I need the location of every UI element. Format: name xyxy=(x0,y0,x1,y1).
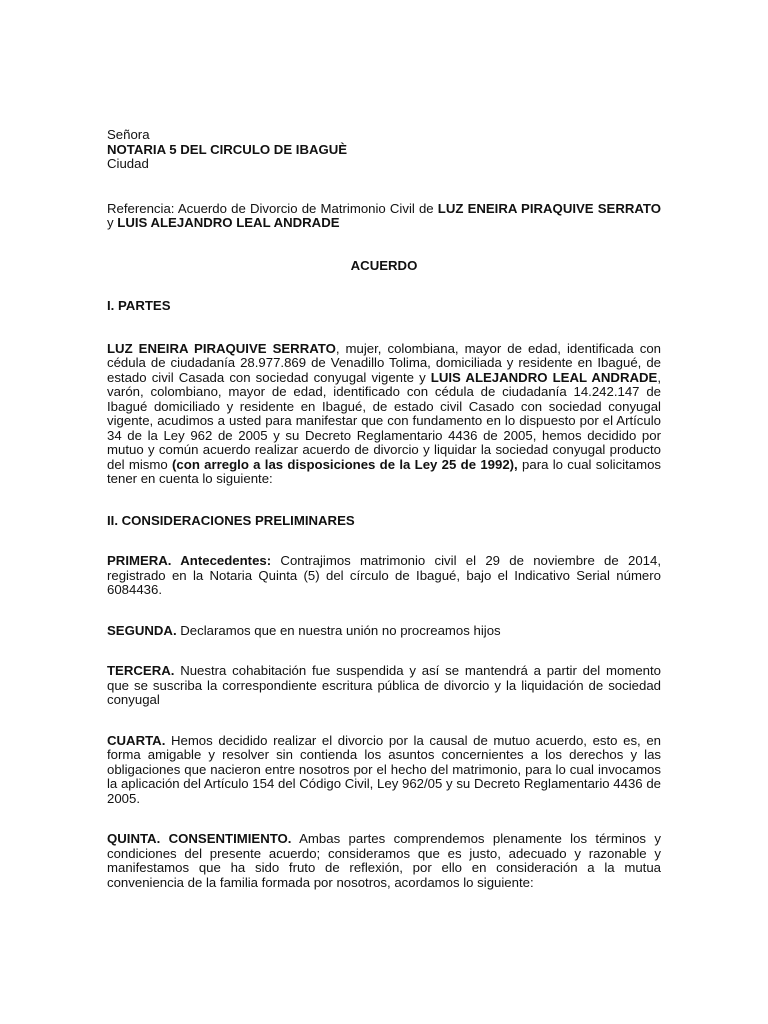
reference-joiner: y xyxy=(107,215,118,230)
document-title: ACUERDO xyxy=(350,257,418,273)
clause-text: Ambas partes comprendemos plenamente los términos y condiciones del presente acuerdo; consideramos que es justo, adecuado y razonable y manifestamos que ha sido fruto de reflexión, por ello en consideración a la mutua conveniencia de la familia formada por nosotros, acordamos lo siguiente: xyxy=(107,831,661,890)
reference-party-1: LUZ ENEIRA PIRAQUIVE SERRATO xyxy=(437,200,661,216)
notary-name: NOTARIA 5 DEL CIRCULO DE IBAGUÈ xyxy=(107,141,348,157)
clause-quinta xyxy=(107,832,661,890)
reference-prefix: Referencia: Acuerdo de Divorcio de Matrimonio Civil de xyxy=(107,200,438,216)
parties-closing: para lo cual solicitamos tener en cuenta lo siguiente: xyxy=(107,456,661,486)
party-2-details: , varón, colombiano, mayor de edad, identificado con cédula de ciudadanía 14.242.147 de Ibagué domiciliado y residente en Ibagué, de estado civil Casado con sociedad conyugal vigente, acudimos a usted para manifestar que con fundamento en lo dispuesto por el Artículo 34 de la Ley 962 de 2005 y su Decreto Reglamentario 4436 de 2005, hemos decidido por mutuo y común acuerdo realizar acuerdo de divorcio y liquidar la sociedad conyugal producto del mismo xyxy=(107,369,661,472)
address-block xyxy=(107,128,661,172)
party-2-name: LUIS ALEJANDRO LEAL ANDRADE xyxy=(430,369,658,385)
party-1-name: LUZ ENEIRA PIRAQUIVE SERRATO xyxy=(107,340,336,356)
salutation: Señora xyxy=(107,127,150,142)
clause-label: TERCERA. xyxy=(107,663,175,678)
clause-tercera xyxy=(107,664,661,708)
clause-label: QUINTA. CONSENTIMIENTO. xyxy=(107,831,292,846)
clause-text: Contrajimos matrimonio civil el 29 de noviembre de 2014, registrado en la Notaria Quinta (5) del círculo de Ibagué, bajo el Indicativo Serial número 6084436. xyxy=(107,553,661,597)
reference-line xyxy=(107,202,661,231)
party-1-details: , mujer, colombiana, mayor de edad, identificada con cédula de ciudadanía 28.977.869 de Venadillo Tolima, domiciliada y residente en Ibagué, de estado civil Casada con sociedad conyugal vigente y xyxy=(107,340,662,385)
clause-primera xyxy=(107,554,661,598)
legal-clause: (con arreglo a las disposiciones de la Ley 25 de 1992), xyxy=(172,456,518,472)
document-page xyxy=(107,128,661,890)
clause-text: Nuestra cohabitación fue suspendida y así se mantendrá a partir del momento que se suscriba la correspondiente escritura pública de divorcio y la liquidación de sociedad conyugal xyxy=(107,663,661,707)
clause-text: Declaramos que en nuestra unión no procreamos hijos xyxy=(176,622,501,638)
clause-label: CUARTA. xyxy=(107,732,166,748)
clause-segunda xyxy=(107,624,661,639)
clause-label: PRIMERA. Antecedentes: xyxy=(107,553,272,568)
reference-party-2: LUIS ALEJANDRO LEAL ANDRADE xyxy=(117,215,340,230)
clause-label: SEGUNDA. xyxy=(107,622,177,638)
section-heading-consideraciones: II. CONSIDERACIONES PRELIMINARES xyxy=(107,512,355,528)
city: Ciudad xyxy=(107,156,149,171)
clause-cuarta xyxy=(107,734,661,807)
parties-paragraph xyxy=(107,342,661,487)
clause-text: Hemos decidido realizar el divorcio por la causal de mutuo acuerdo, esto es, en forma amigable y resolver sin contienda los asuntos concernientes a los derechos y las obligaciones que nacieron entre nosotros por el hecho del matrimonio, para lo cual invocamos la aplicación del Artículo 154 del Código Civil, Ley 962/05 y su Decreto Reglamentario 4436 de 2005. xyxy=(107,732,661,806)
section-heading-partes: I. PARTES xyxy=(107,298,171,313)
